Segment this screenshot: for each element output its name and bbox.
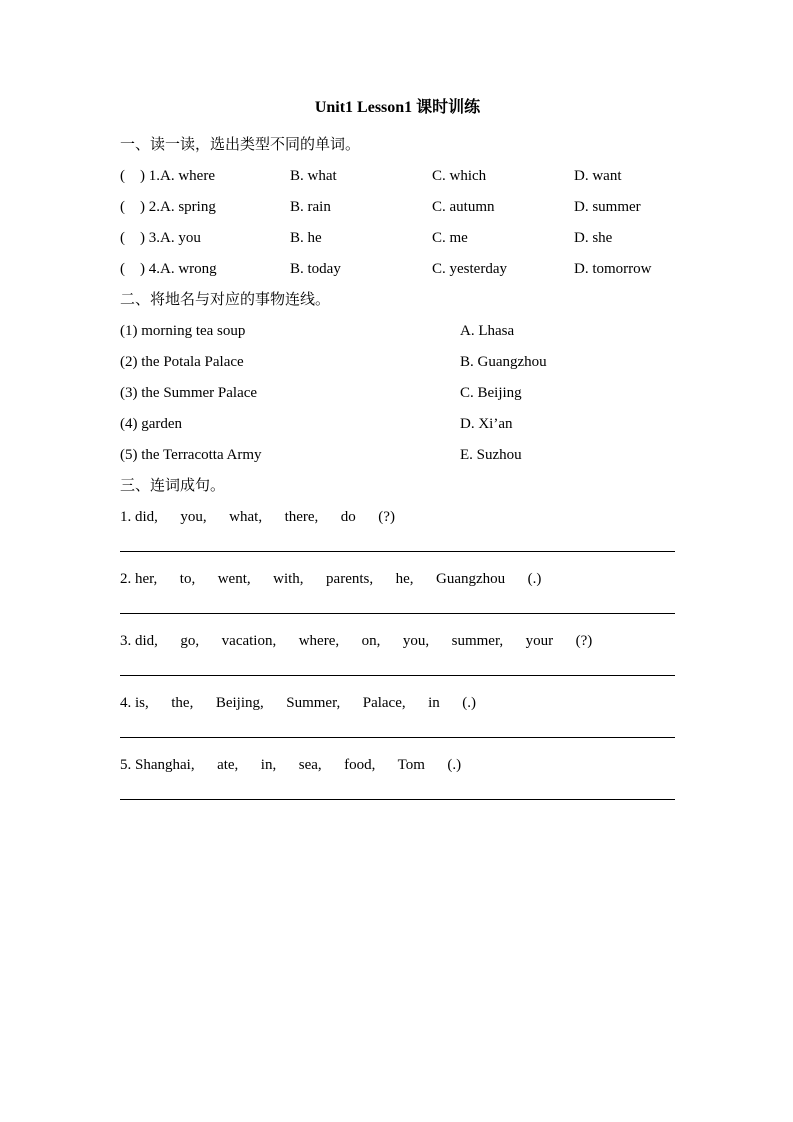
option-b: B. today [290,261,341,277]
option-a: A. wrong [160,261,217,277]
option-d: D. tomorrow [574,261,652,277]
match-row-4 [120,409,675,440]
answer-blank-label: ( ) 2. [120,199,160,215]
option-b: B. rain [290,199,331,215]
option-b: B. he [290,230,322,246]
option-b: B. what [290,168,337,184]
option-c: C. me [432,230,468,246]
question-row-2 [120,192,675,223]
match-row-5 [120,440,675,471]
option-a: A. where [160,168,215,184]
match-left: (5) the Terracotta Army [120,447,262,463]
sentence-5: 5. Shanghai, ate, in, sea, food, Tom (.) [120,757,462,773]
match-right: C. Beijing [460,385,522,401]
match-row-3 [120,378,675,409]
answer-line-4 [120,719,675,738]
answer-line-3 [120,657,675,676]
option-a: A. you [160,230,201,246]
match-right: A. Lhasa [460,323,515,339]
answer-line-5 [120,781,675,800]
match-left: (2) the Potala Palace [120,354,244,370]
option-d: D. she [574,230,613,246]
answer-line-2 [120,595,675,614]
option-c: C. yesterday [432,261,507,277]
match-left: (1) morning tea soup [120,323,246,339]
question-row-1 [120,161,675,192]
match-row-2 [120,347,675,378]
option-d: D. want [574,168,622,184]
match-right: D. Xi’an [460,416,513,432]
match-right: B. Guangzhou [460,354,547,370]
answer-blank-label: ( ) 4. [120,261,160,277]
question-row-4 [120,254,675,285]
match-right: E. Suzhou [460,447,522,463]
sentence-4: 4. is, the, Beijing, Summer, Palace, in (.) [120,695,477,711]
question-row-3 [120,223,675,254]
match-row-1 [120,316,675,347]
doc-title: Unit1 Lesson1 课时训练 [314,99,481,116]
match-left: (4) garden [120,416,183,432]
answer-blank-label: ( ) 1. [120,168,160,184]
sentence-1: 1. did, you, what, there, do (?) [120,509,395,525]
answer-blank-label: ( ) 3. [120,230,160,246]
sentence-2: 2. her, to, went, with, parents, he, Guangzhou (.) [120,571,542,587]
option-c: C. which [432,168,487,184]
option-d: D. summer [574,199,641,215]
match-left: (3) the Summer Palace [120,385,258,401]
section1-heading: 一、读一读，选出类型不同的单词。 [120,137,361,153]
sentence-3: 3. did, go, vacation, where, on, you, summer, your (?) [120,633,593,649]
section2-heading: 二、将地名与对应的事物连线。 [120,292,331,308]
section3-heading: 三、连词成句。 [120,478,226,494]
answer-line-1 [120,533,675,552]
option-c: C. autumn [432,199,495,215]
option-a: A. spring [160,199,216,215]
